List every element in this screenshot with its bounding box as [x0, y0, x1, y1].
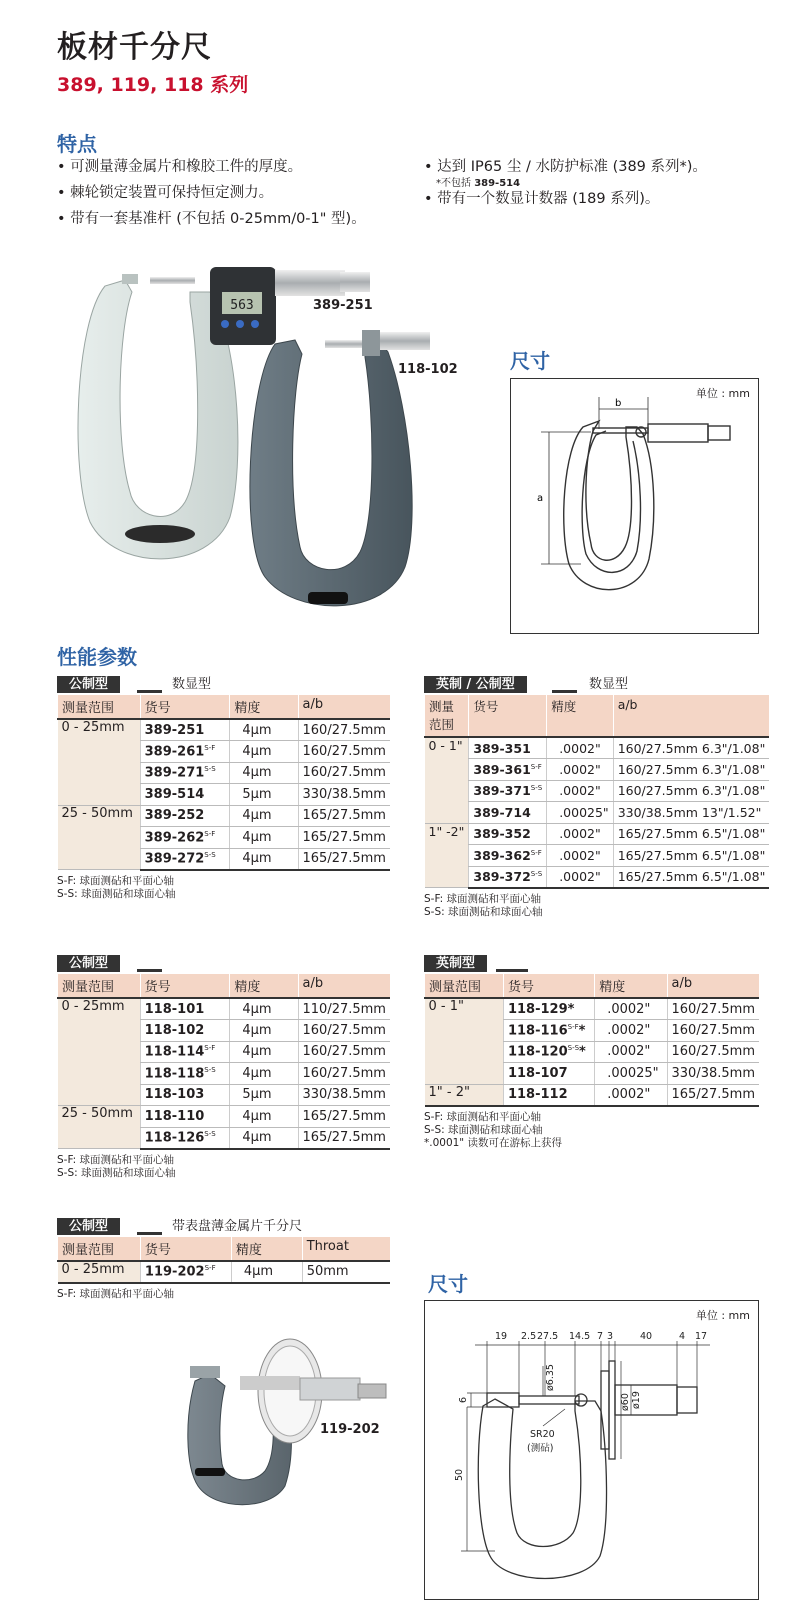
dim-d19: ø19	[631, 1391, 642, 1409]
col-header: 测量范围	[58, 1237, 141, 1261]
code-cell	[140, 1063, 230, 1085]
note-ss: S-S: 球面测砧和球面心轴	[57, 1166, 176, 1179]
code-star: *	[567, 1001, 575, 1017]
code-cell	[140, 998, 230, 1020]
dim-label-b: b	[615, 398, 622, 409]
accuracy-cell: 4μm	[230, 998, 298, 1020]
feature-item: • 带有一个数显计数器 (189 系列)。	[424, 191, 660, 207]
code-value: 118-126	[144, 1130, 205, 1146]
ab-cell: 160/27.5mm	[667, 998, 759, 1020]
ab-cell: 165/27.5mm	[298, 848, 390, 870]
dim-label-a: a	[537, 493, 544, 504]
code-suffix: S-F	[204, 743, 216, 752]
frame-dark	[250, 340, 412, 606]
code-value: 119-202	[144, 1264, 205, 1280]
code-suffix: S-S	[204, 1065, 216, 1074]
accuracy-cell: 4μm	[230, 1127, 298, 1149]
unit-label: 单位 : mm	[695, 1309, 750, 1322]
code-cell	[469, 845, 547, 867]
code-cell	[140, 762, 230, 784]
accuracy-cell: .0002"	[595, 1041, 667, 1063]
col-header: a/b	[613, 695, 769, 737]
col-header: 货号	[503, 974, 594, 998]
series-codes: 389, 119, 118	[57, 74, 204, 96]
table-row	[425, 737, 770, 759]
ab-cell: 330/38.5mm 13"/1.52"	[613, 802, 769, 824]
range-cell: 0 - 25mm	[58, 1261, 141, 1283]
ab-cell: 330/38.5mm	[667, 1063, 759, 1085]
range-cell: 0 - 1"	[425, 737, 469, 823]
table-inch	[424, 955, 759, 1150]
table-caption: 带表盘薄金属片千分尺	[172, 1219, 303, 1234]
table-row	[425, 845, 770, 867]
code-value: 118-120	[507, 1044, 568, 1060]
dim-anvil: (测砧)	[527, 1443, 554, 1454]
note-ss: S-S: 球面测砧和球面心轴	[424, 1123, 543, 1136]
range-cell: 0 - 1"	[425, 998, 504, 1084]
dimensions-heading-2: 尺寸	[428, 1272, 468, 1296]
dim-d60: ø60	[620, 1393, 631, 1411]
lcd-value: 563	[230, 298, 254, 313]
code-value: 118-129	[507, 1001, 568, 1017]
sleeve	[275, 270, 345, 296]
unit-label: 单位 : mm	[695, 387, 750, 400]
top-dim: 3	[607, 1331, 614, 1342]
features-left	[57, 158, 366, 229]
code-value: 389-261	[144, 743, 205, 759]
accuracy-cell: 4μm	[230, 1041, 298, 1063]
code-cell	[140, 784, 230, 806]
code-cell	[140, 1041, 230, 1063]
code-suffix: S-S	[530, 784, 543, 793]
ab-cell: 160/27.5mm	[298, 762, 390, 784]
code-cell	[140, 1127, 230, 1149]
code-value: 389-372	[473, 869, 531, 884]
accuracy-cell: 4μm	[230, 1106, 298, 1128]
code-cell	[140, 805, 230, 827]
col-header: 测量范围	[425, 695, 469, 737]
code-cell	[469, 737, 547, 759]
table-notes	[57, 1288, 390, 1301]
col-header: 精度	[231, 1237, 302, 1261]
ab-cell: 165/27.5mm 6.5"/1.08"	[613, 845, 769, 867]
col-header: 精度	[595, 974, 667, 998]
photo-label-118-102: 118-102	[398, 362, 458, 377]
ab-cell: 160/27.5mm 6.3"/1.08"	[613, 737, 769, 759]
accuracy-cell: 4μm	[230, 762, 298, 784]
table-row	[425, 802, 770, 824]
dimensions-heading: 尺寸	[510, 349, 550, 373]
dim-6: 6	[458, 1396, 469, 1403]
range-cell: 0 - 25mm	[58, 719, 141, 805]
table-row	[58, 1106, 391, 1128]
series-word: 系列	[210, 74, 249, 96]
ab-cell: 165/27.5mm	[298, 805, 390, 827]
note-sf: S-F: 球面测砧和平面心轴	[57, 1287, 175, 1300]
top-dim: 7	[597, 1331, 604, 1342]
top-dim: 19	[495, 1331, 508, 1342]
code-cell	[503, 998, 594, 1020]
code-suffix: S-F	[567, 1022, 579, 1031]
ab-cell: 110/27.5mm	[298, 998, 390, 1020]
table-row	[425, 780, 770, 802]
accuracy-cell: 4μm	[230, 1020, 298, 1042]
col-header: 货号	[140, 1237, 231, 1261]
code-cell	[503, 1020, 594, 1042]
code-cell	[140, 1084, 230, 1106]
accuracy-cell: 4μm	[230, 827, 298, 849]
ab-cell: 160/27.5mm	[298, 1041, 390, 1063]
col-header: a/b	[298, 695, 390, 719]
top-dim: 40	[640, 1331, 653, 1342]
table-body	[425, 737, 770, 888]
ab-cell: 160/27.5mm	[667, 1020, 759, 1042]
code-value: 118-103	[144, 1087, 205, 1103]
ab-cell: 165/27.5mm 6.5"/1.08"	[613, 823, 769, 845]
features-heading: 特点	[57, 132, 97, 156]
code-cell	[469, 759, 547, 781]
code-value: 389-262	[144, 829, 205, 845]
col-header: 精度	[547, 695, 614, 737]
col-header: a/b	[667, 974, 759, 998]
code-value: 389-361	[473, 761, 531, 777]
table-notes	[424, 1111, 759, 1150]
accuracy-cell: 5μm	[230, 784, 298, 806]
table-row	[425, 759, 770, 781]
code-value: 118-107	[507, 1065, 568, 1081]
code-suffix: S-F	[530, 848, 542, 857]
code-cell	[140, 719, 230, 741]
code-cell	[140, 741, 230, 763]
top-dim: 27.5	[537, 1331, 559, 1342]
accuracy-cell: .0002"	[595, 1020, 667, 1042]
code-cell	[140, 848, 230, 870]
code-cell	[140, 1020, 230, 1042]
code-value: 389-252	[144, 808, 205, 824]
page-title: 板材千分尺	[57, 30, 212, 65]
code-value: 118-110	[144, 1108, 205, 1124]
accuracy-cell: .0002"	[547, 866, 614, 888]
spec-table	[57, 974, 390, 1150]
accuracy-cell: .0002"	[595, 1084, 667, 1106]
code-cell	[503, 1041, 594, 1063]
photo-label-389-251: 389-251	[313, 298, 373, 313]
table-notes	[424, 893, 759, 919]
table-row	[425, 866, 770, 888]
ab-cell: 160/27.5mm	[298, 1020, 390, 1042]
code-suffix: S-F	[204, 1044, 216, 1053]
ab-cell: 330/38.5mm	[298, 784, 390, 806]
accuracy-cell: 5μm	[230, 1084, 298, 1106]
code-suffix: S-S	[204, 1129, 216, 1138]
ab-cell: 165/27.5mm	[298, 1106, 390, 1128]
ab-cell: 165/27.5mm	[298, 827, 390, 849]
features-right	[424, 158, 707, 209]
top-dim: 4	[679, 1331, 686, 1342]
code-value: 118-112	[507, 1087, 568, 1102]
table-body	[58, 719, 391, 870]
note-sf: S-F: 球面测砧和平面心轴	[57, 874, 175, 887]
code-value: 389-272	[144, 851, 205, 867]
accuracy-cell: .0002"	[547, 845, 614, 867]
logo-plate-dark	[308, 592, 348, 604]
table-dial-sheet	[57, 1218, 390, 1301]
table-row	[58, 998, 391, 1020]
table-row	[58, 1261, 391, 1283]
note-ss: S-S: 球面测砧和球面心轴	[57, 887, 176, 900]
table-tag: 公制型	[57, 955, 120, 972]
code-value: 389-271	[144, 765, 205, 781]
table-row	[425, 998, 760, 1020]
note-sf: S-F: 球面测砧和平面心轴	[424, 1110, 542, 1123]
accuracy-cell: 4μm	[230, 1063, 298, 1085]
accuracy-cell: .00025"	[547, 802, 614, 824]
note-star: *.0001" 读数可在游标上获得	[424, 1136, 562, 1149]
table-body	[425, 998, 760, 1106]
table-notes	[57, 1154, 390, 1180]
col-header: Throat	[302, 1237, 390, 1261]
code-value: 389-514	[144, 786, 205, 802]
accuracy-cell: 4μm	[231, 1261, 302, 1283]
col-header: 测量范围	[58, 974, 141, 998]
code-value: 389-352	[473, 826, 531, 842]
accuracy-cell: .0002"	[547, 780, 614, 802]
photo-label-119-202: 119-202	[320, 1422, 380, 1437]
code-value: 389-714	[473, 804, 531, 820]
range-cell: 1" -2"	[425, 823, 469, 888]
col-header: 货号	[469, 695, 547, 737]
spec-table	[424, 974, 759, 1107]
dim-sr20: SR20	[530, 1429, 555, 1440]
accuracy-cell: 4μm	[230, 805, 298, 827]
code-suffix: S-F	[530, 762, 542, 771]
table-notes	[57, 875, 390, 901]
feature-note	[424, 177, 707, 190]
dimension-drawing-2	[424, 1300, 759, 1600]
col-header: 货号	[140, 974, 230, 998]
col-header: 测量范围	[425, 974, 504, 998]
ab-cell: 165/27.5mm	[298, 1127, 390, 1149]
col-header: 精度	[230, 974, 298, 998]
feature-note-prefix: *不包括	[436, 178, 475, 189]
table-row	[58, 719, 391, 741]
code-suffix: S-F	[204, 1264, 216, 1273]
table-body	[58, 998, 391, 1149]
spindle	[150, 277, 195, 284]
outline-drawing-1	[511, 379, 757, 632]
code-cell	[140, 1106, 230, 1128]
code-value: 118-102	[144, 1022, 205, 1038]
table-tag: 公制型	[57, 1218, 120, 1235]
outline-drawing-2	[425, 1301, 757, 1598]
top-dim: 14.5	[569, 1331, 591, 1342]
ab-cell: 330/38.5mm	[298, 1084, 390, 1106]
table-caption: 数显型	[589, 677, 629, 692]
ab-cell: 160/27.5mm 6.3"/1.08"	[613, 780, 769, 802]
note-sf: S-F: 球面测砧和平面心轴	[57, 1153, 175, 1166]
code-cell	[469, 802, 547, 824]
accuracy-cell: .00025"	[595, 1063, 667, 1085]
code-value: 118-101	[144, 1001, 205, 1017]
note-sf: S-F: 球面测砧和平面心轴	[424, 892, 542, 905]
feature-item: • 棘轮锁定装置可保持恒定测力。	[57, 185, 274, 201]
accuracy-cell: .0002"	[595, 998, 667, 1020]
accuracy-cell: .0002"	[547, 737, 614, 759]
feature-item: • 可测量薄金属片和橡胶工件的厚度。	[57, 159, 303, 175]
code-suffix: S-S	[567, 1044, 580, 1053]
code-value: 118-114	[144, 1044, 205, 1060]
code-value: 118-116	[507, 1022, 568, 1038]
accuracy-cell: 4μm	[230, 848, 298, 870]
table-tag: 公制型	[57, 676, 120, 693]
col-header: 测量范围	[58, 695, 141, 719]
col-header: 精度	[230, 695, 298, 719]
code-cell	[469, 780, 547, 802]
code-star: *	[578, 1022, 586, 1038]
feature-note-code: 389-514	[474, 178, 521, 189]
code-cell	[503, 1084, 594, 1106]
ab-cell: 165/27.5mm 6.5"/1.08"	[613, 866, 769, 888]
range-cell: 1" - 2"	[425, 1084, 504, 1106]
dim-d635: ø6.35	[545, 1364, 556, 1391]
ab-cell: 160/27.5mm	[298, 1063, 390, 1085]
code-cell	[503, 1063, 594, 1085]
micrometer-photos	[70, 262, 430, 634]
ab-cell: 50mm	[302, 1261, 390, 1283]
ab-cell: 165/27.5mm	[667, 1084, 759, 1106]
spec-table	[424, 695, 769, 889]
code-cell	[469, 866, 547, 888]
table-inch-metric-digital	[424, 676, 766, 919]
table-caption: 数显型	[172, 677, 212, 692]
top-dim: 2.5	[521, 1331, 537, 1342]
range-cell: 25 - 50mm	[58, 1106, 141, 1149]
code-cell	[469, 823, 547, 845]
note-ss: S-S: 球面测砧和球面心轴	[424, 905, 543, 918]
col-header: 货号	[140, 695, 230, 719]
table-body	[58, 1261, 391, 1283]
code-cell	[140, 1261, 231, 1283]
code-star: *	[579, 1044, 586, 1060]
code-value: 389-371	[473, 783, 531, 799]
table-metric-digital	[57, 676, 390, 901]
series-subtitle	[57, 70, 248, 97]
top-dim: 17	[695, 1331, 708, 1342]
code-value: 389-362	[473, 847, 531, 863]
code-suffix: S-S	[530, 869, 543, 878]
spec-table	[57, 695, 390, 871]
table-tag: 英制型	[424, 955, 487, 972]
code-value: 389-351	[473, 740, 531, 756]
logo-plate-white	[125, 525, 195, 543]
code-value: 389-251	[144, 722, 205, 738]
accuracy-cell: .0002"	[547, 823, 614, 845]
accuracy-cell: .0002"	[547, 759, 614, 781]
table-row	[425, 823, 770, 845]
range-cell: 25 - 50mm	[58, 805, 141, 870]
feature-item: • 带有一套基准杆 (不包括 0-25mm/0-1" 型)。	[57, 211, 366, 227]
accuracy-cell: 4μm	[230, 741, 298, 763]
performance-heading: 性能参数	[57, 645, 137, 669]
code-suffix: S-S	[204, 765, 216, 774]
table-row	[58, 805, 391, 827]
spec-table	[57, 1237, 390, 1284]
col-header: a/b	[298, 974, 390, 998]
ab-cell: 160/27.5mm	[298, 719, 390, 741]
dim-50: 50	[454, 1468, 465, 1481]
code-cell	[140, 827, 230, 849]
dimension-drawing-1	[510, 378, 759, 634]
code-value: 118-118	[144, 1065, 205, 1081]
ab-cell: 160/27.5mm 6.3"/1.08"	[613, 759, 769, 781]
feature-item: • 达到 IP65 尘 / 水防护标准 (389 系列*)。	[424, 159, 707, 175]
table-row	[425, 1084, 760, 1106]
ab-cell: 160/27.5mm	[298, 741, 390, 763]
code-suffix: S-S	[204, 850, 216, 859]
code-suffix: S-F	[204, 829, 216, 838]
table-tag: 英制 / 公制型	[424, 676, 527, 693]
table-metric	[57, 955, 390, 1180]
range-cell: 0 - 25mm	[58, 998, 141, 1106]
ab-cell: 160/27.5mm	[667, 1041, 759, 1063]
accuracy-cell: 4μm	[230, 719, 298, 741]
